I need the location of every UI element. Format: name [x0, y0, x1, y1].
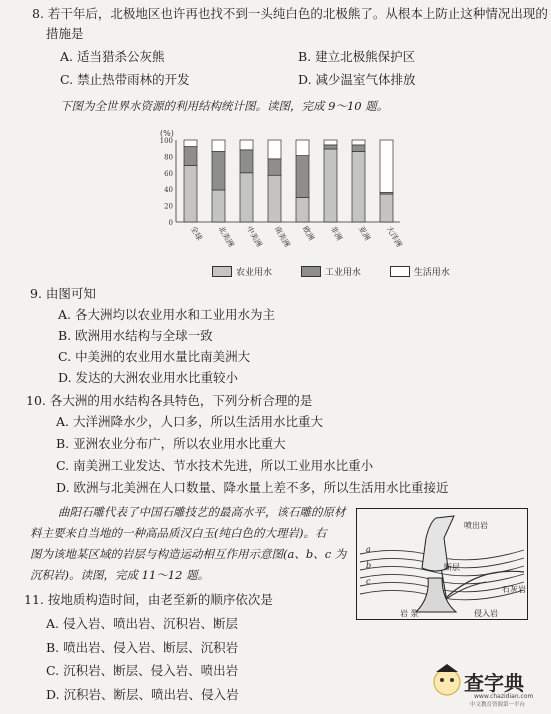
label-fault: 断层: [444, 563, 460, 572]
bar-segment: [184, 140, 197, 147]
q10-option-b: B. 亚洲农业分布广，所以农业用水比重大: [56, 436, 286, 451]
x-tick-label: 大洋洲: [384, 224, 404, 249]
bar-segment: [324, 149, 337, 222]
legend-swatch-industry: [301, 266, 321, 277]
q10-option-a: A. 大洋洲降水少，人口多，所以生活用水比重大: [56, 414, 323, 429]
q9-option-a: A. 各大洲均以农业用水和工业用水为主: [58, 307, 275, 322]
bar-segment: [324, 145, 337, 149]
label-a: a: [366, 545, 371, 554]
bar-segment: [296, 140, 309, 156]
q9-stem: 9. 由图可知: [30, 286, 96, 301]
mascot-icon: [434, 669, 460, 695]
q8-stem-line2: 措施是: [46, 26, 84, 41]
label-c: c: [366, 577, 371, 586]
intro-11-12-line2: 料主要来自当地的一种高品质汉白玉(纯白色的大理岩)。右: [30, 526, 327, 540]
intro-9-10: 下图为全世界水资源的利用结构统计图。读图，完成 9～10 题。: [60, 99, 389, 113]
y-tick-label: 60: [164, 169, 173, 178]
x-tick-label: 北美洲: [216, 224, 236, 249]
legend-swatch-agriculture: [212, 266, 232, 277]
legend-industry: 工业用水: [324, 268, 361, 278]
geology-figure: [356, 508, 528, 620]
bar-segment: [324, 140, 337, 145]
bar-segment: [212, 140, 225, 151]
q8-option-a: A. 适当猎杀公灰熊: [60, 49, 165, 64]
chazidian-logo: [430, 660, 548, 710]
bar-segment: [296, 197, 309, 222]
bar-segment: [240, 140, 253, 150]
q9-option-c: C. 中美洲的农业用水量比南美洲大: [58, 349, 251, 364]
label-intrusive: 侵入岩: [474, 609, 498, 618]
x-tick-label: 非洲: [328, 224, 345, 242]
q11-option-d: D. 沉积岩、断层、喷出岩、侵入岩: [46, 687, 239, 702]
q10-stem: 10. 各大洲的用水结构各具特色，下列分析合理的是: [26, 393, 313, 408]
label-b: b: [366, 561, 372, 570]
x-tick-label: 全球: [188, 224, 205, 242]
q11-option-a: A. 侵入岩、喷出岩、沉积岩、断层: [46, 616, 238, 631]
intro-11-12-line3: 图为该地某区域的岩层与构造运动相互作用示意图(a、b、c 为: [30, 547, 347, 561]
bar-segment: [380, 140, 393, 192]
bar-segment: [212, 151, 225, 190]
logo-url: www.chazidian.com: [474, 693, 534, 700]
q11-option-b: B. 喷出岩、侵入岩、断层、沉积岩: [46, 640, 239, 655]
legend-agriculture: 农业用水: [236, 268, 273, 278]
y-tick-label: 40: [164, 186, 173, 195]
bar-segment: [268, 175, 281, 222]
bar-segment: [212, 190, 225, 222]
label-eruptive: 喷出岩: [464, 521, 488, 530]
y-tick-label: 80: [164, 153, 173, 162]
x-tick-label: 欧洲: [300, 224, 317, 242]
bar-segment: [296, 156, 309, 198]
water-use-chart: [150, 126, 404, 262]
y-tick-label: 0: [168, 219, 173, 227]
x-tick-label: 南美洲: [272, 224, 292, 249]
legend-swatch-domestic: [390, 266, 410, 277]
bar-segment: [352, 151, 365, 222]
bar-segment: [240, 150, 253, 173]
label-magma: 岩 浆: [400, 609, 419, 618]
q8-option-b: B. 建立北极熊保护区: [298, 49, 416, 64]
intro-11-12-line4: 沉积岩)。读图，完成 11～12 题。: [30, 568, 210, 582]
y-tick-label: 20: [164, 202, 173, 211]
q8-stem-line1: 8. 若干年后，北极地区也许再也找不到一头纯白色的北极熊了。从根本上防止这种情况出现的: [32, 6, 548, 21]
q8-option-d: D. 减少温室气体排放: [298, 72, 416, 87]
bar-segment: [380, 194, 393, 222]
legend-domestic: 生活用水: [413, 268, 450, 278]
x-tick-label: 中美洲: [244, 224, 264, 249]
bar-segment: [184, 165, 197, 222]
label-limestone: 石灰岩: [502, 585, 526, 594]
q9-option-b: B. 欧洲用水结构与全球一致: [58, 328, 213, 343]
q11-stem: 11. 按地质构造时间，由老至新的顺序依次是: [24, 592, 273, 607]
y-axis-label: (%): [160, 129, 174, 138]
logo-slogan: 中文教育资源第一平台: [470, 702, 526, 708]
bar-segment: [352, 140, 365, 145]
q10-option-c: C. 南美洲工业发达、节水技术先进，所以工业用水比重小: [56, 458, 374, 473]
chart-legend: [212, 265, 450, 278]
q9-option-d: D. 发达的大洲农业用水比重较小: [58, 370, 239, 385]
bar-segment: [184, 147, 197, 166]
intro-11-12-line1: 曲阳石雕代表了中国石雕技艺的最高水平，该石雕的原材: [58, 505, 346, 519]
q8-option-c: C. 禁止热带雨林的开发: [60, 72, 190, 87]
y-tick-label: 100: [159, 137, 173, 145]
bar-segment: [268, 140, 281, 159]
bar-segment: [352, 145, 365, 152]
bar-segment: [268, 159, 281, 175]
logo-brand: 查字典: [464, 671, 524, 695]
x-tick-label: 亚洲: [356, 224, 373, 242]
bar-segment: [240, 173, 253, 222]
q11-option-c: C. 沉积岩、断层、侵入岩、喷出岩: [46, 663, 239, 678]
q10-option-d: D. 欧洲与北美洲在人口数量、降水量上差不多，所以生活用水比重接近: [56, 480, 449, 495]
